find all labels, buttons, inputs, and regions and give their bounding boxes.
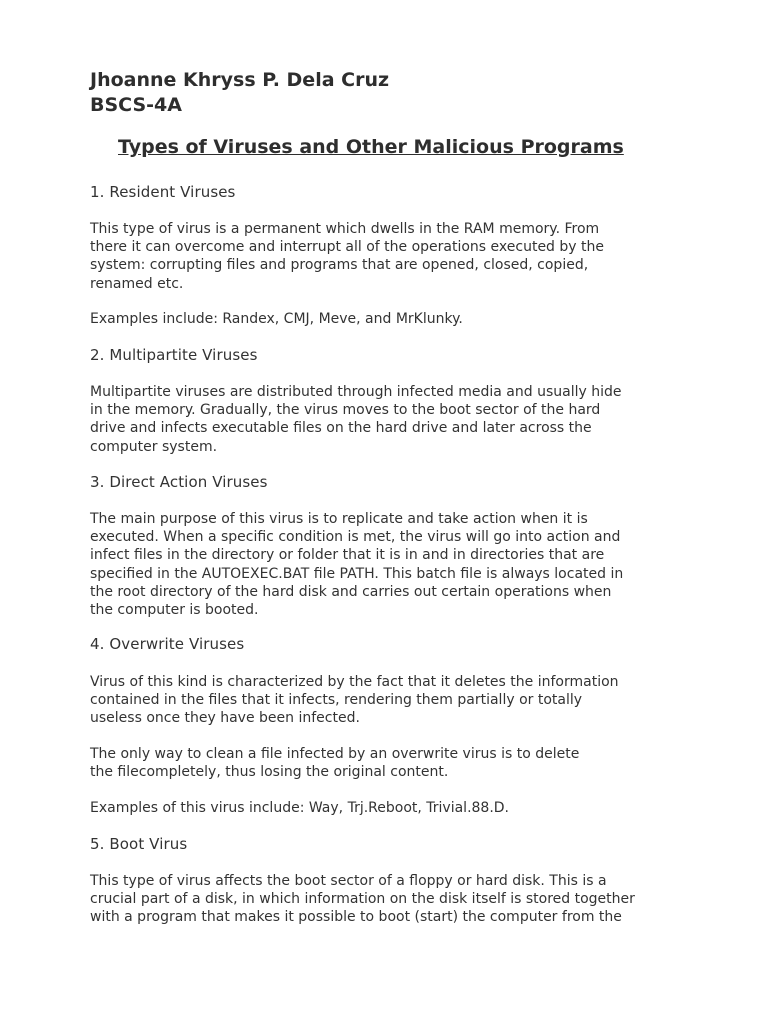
section-heading: 5. Boot Virus — [90, 835, 188, 853]
section-heading: 3. Direct Action Viruses — [90, 473, 268, 491]
author-name: Jhoanne Khryss P. Dela Cruz — [90, 69, 390, 91]
paragraph-line: Multipartite viruses are distributed through infected media and usually hide — [90, 384, 622, 400]
paragraph-line: This type of virus is a permanent which dwells in the RAM memory. From — [90, 221, 600, 237]
paragraph-line: system: corrupting files and programs that are opened, closed, copied, — [90, 257, 589, 274]
paragraph-line: with a program that makes it possible to boot (start) the computer from the — [90, 909, 622, 926]
paragraph-line: there it can overcome and interrupt all of the operations executed by the — [90, 239, 604, 256]
paragraph-line: the root directory of the hard disk and carries out certain operations when — [90, 583, 612, 600]
paragraph-line: the filecompletely, thus losing the original content. — [90, 764, 449, 781]
paragraph — [90, 673, 682, 728]
paragraph — [90, 799, 682, 817]
paragraph-line: infect files in the directory or folder that it is in and in directories that are — [90, 547, 605, 564]
section-heading: 1. Resident Viruses — [90, 183, 236, 201]
paragraph-line: computer system. — [90, 438, 218, 455]
paragraph-line: contained in the files that it infects, rendering them partially or totally — [90, 692, 583, 709]
document-title: Types of Viruses and Other Malicious Programs — [118, 136, 624, 158]
section-heading: 2. Multipartite Viruses — [90, 346, 258, 364]
paragraph-line: renamed etc. — [90, 275, 184, 292]
section-heading: 4. Overwrite Viruses — [90, 635, 245, 653]
paragraph-line: executed. When a specific condition is met, the virus will go into action and — [90, 529, 621, 546]
paragraph — [90, 745, 682, 781]
paragraph — [90, 220, 682, 293]
paragraph-line: Examples include: Randex, CMJ, Meve, and MrKlunky. — [90, 311, 463, 327]
paragraph — [90, 310, 682, 328]
paragraph-line: Virus of this kind is characterized by the fact that it deletes the information — [90, 674, 619, 690]
author-section: BSCS-4A — [90, 94, 182, 116]
paragraph — [90, 383, 682, 456]
paragraph — [90, 872, 682, 927]
paragraph — [90, 510, 682, 619]
paragraph-line: This type of virus affects the boot sector of a floppy or hard disk. This is a — [90, 873, 607, 889]
paragraph-line: useless once they have been infected. — [90, 710, 360, 727]
paragraph-line: The only way to clean a file infected by an overwrite virus is to delete — [90, 746, 580, 762]
paragraph-line: Examples of this virus include: Way, Trj.Reboot, Trivial.88.D. — [90, 800, 510, 816]
paragraph-line: specified in the AUTOEXEC.BAT file PATH. This batch file is always located in — [90, 565, 624, 582]
author-block — [90, 68, 389, 118]
paragraph-line: drive and infects executable files on the hard drive and later across the — [90, 420, 592, 437]
paragraph-line: in the memory. Gradually, the virus moves to the boot sector of the hard — [90, 402, 601, 419]
paragraph-line: crucial part of a disk, in which information on the disk itself is stored together — [90, 891, 635, 908]
paragraph-line: the computer is booted. — [90, 602, 259, 619]
paragraph-line: The main purpose of this virus is to replicate and take action when it is — [90, 511, 588, 527]
